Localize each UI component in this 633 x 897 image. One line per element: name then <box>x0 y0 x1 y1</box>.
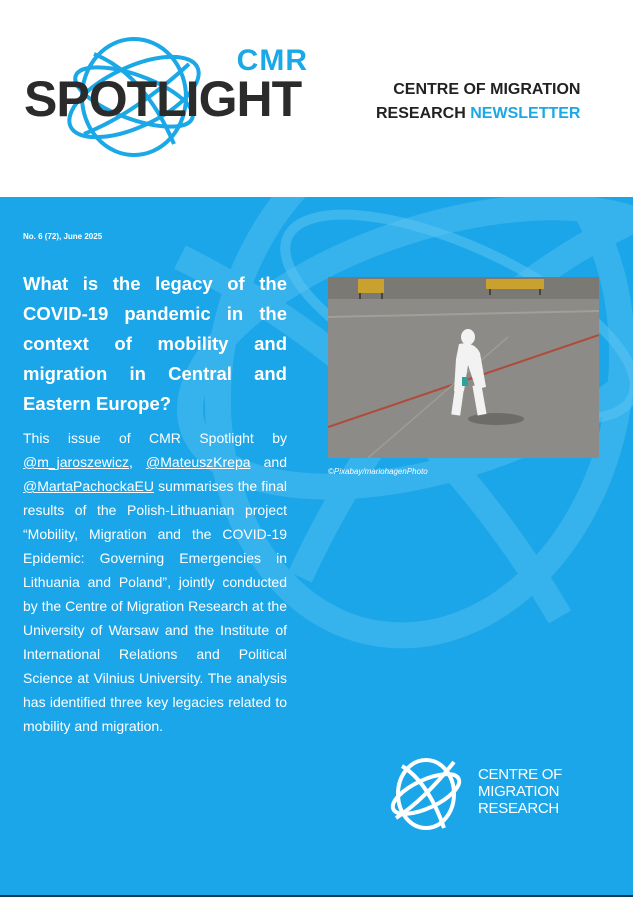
newsletter-research: RESEARCH <box>376 105 466 122</box>
article-title: What is the legacy of the COVID-19 pandemic in the context of mobility and migration in Central and Eastern Europe? <box>23 273 287 414</box>
newsletter-line1: CENTRE OF MIGRATION <box>393 81 581 98</box>
cmr-logo-text <box>478 766 562 817</box>
body-sep: , <box>129 454 147 470</box>
author-link-krepa[interactable]: @MateuszKrepa <box>146 454 251 470</box>
newsletter-accent: NEWSLETTER <box>470 105 581 122</box>
article-photo <box>328 277 599 458</box>
centre-of-migration-research-logo <box>388 752 588 836</box>
author-link-pachocka[interactable]: @MartaPachockaEU <box>23 478 154 494</box>
newsletter-heading <box>376 78 580 126</box>
issue-number: No. 6 (72), June 2025 <box>23 232 103 241</box>
body-intro: This issue of CMR Spotlight by <box>23 430 287 446</box>
globe-logo-icon <box>388 752 468 836</box>
author-link-jaroszewicz[interactable]: @m_jaroszewicz <box>23 454 130 470</box>
cmr-spotlight-logo <box>24 34 314 160</box>
photo-credit: ©Pixabay/mariohagenPhoto <box>328 467 428 476</box>
newsletter-line2 <box>376 102 580 126</box>
logo-spotlight-text: SPOTLIGHT <box>24 71 302 127</box>
article-body <box>23 426 287 738</box>
photo-hazmat-person-image <box>328 277 599 458</box>
cmr-logo-line1: CENTRE OF <box>478 766 562 783</box>
header <box>0 0 633 197</box>
cmr-logo-line2: MIGRATION <box>478 783 560 800</box>
main-panel <box>0 197 633 897</box>
logo-cmr-text: CMR <box>236 44 308 77</box>
body-rest: summarises the final results of the Polish-Lithuanian project “Mobility, Migration and the COVID-19 Epidemic: Governing Emergencies in Lithuania and Poland”, jointly conducted by the Centre of Migration Research at the University of Warsaw and the Institute of International Relations and Political Science at Vilnius University. The analysis has identified three key legacies related to mobility and migration. <box>23 478 287 734</box>
body-and: and <box>250 454 287 470</box>
cmr-logo-line3: RESEARCH <box>478 800 559 817</box>
